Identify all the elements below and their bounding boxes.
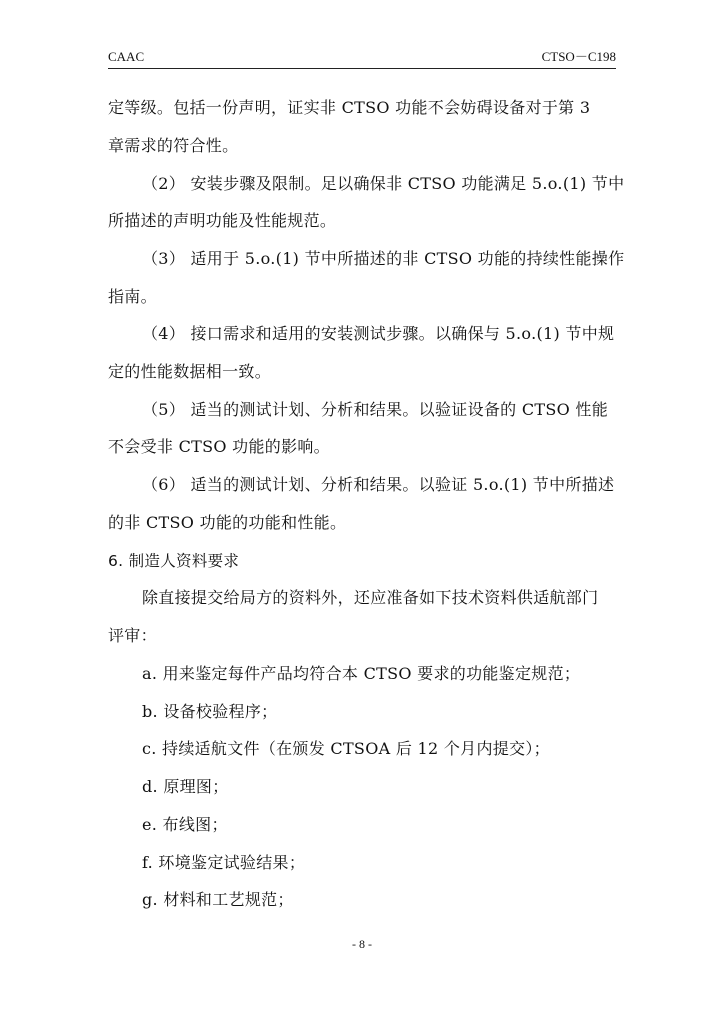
paragraph-line: 指南。 xyxy=(108,287,157,306)
list-item: b. 设备校验程序； xyxy=(142,702,278,721)
header-org: CAAC xyxy=(108,49,145,64)
page-number: - 8 - xyxy=(352,937,372,951)
paragraph-line: （4） 接口需求和适用的安装测试步骤。以确保与 5.o.(1) 节中规 xyxy=(142,324,615,343)
list-item: g. 材料和工艺规范； xyxy=(142,890,294,909)
paragraph-line: （6） 适当的测试计划、分析和结果。以验证 5.o.(1) 节中所描述 xyxy=(142,475,615,494)
paragraph-line: 评审： xyxy=(108,626,157,645)
section-heading: 6. 制造人资料要求 xyxy=(108,552,240,570)
list-item: d. 原理图； xyxy=(142,777,229,796)
header-rule xyxy=(108,68,616,69)
paragraph-line: 定的性能数据相一致。 xyxy=(108,362,272,381)
paragraph-line: 的非 CTSO 功能的功能和性能。 xyxy=(108,513,347,532)
paragraph-line: （3） 适用于 5.o.(1) 节中所描述的非 CTSO 功能的持续性能操作 xyxy=(142,249,625,268)
paragraph-line: 定等级。包括一份声明，证实非 CTSO 功能不会妨碍设备对于第 3 xyxy=(108,98,591,117)
page-header xyxy=(108,48,616,66)
list-item: c. 持续适航文件（在颁发 CTSOA 后 12 个月内提交）； xyxy=(142,739,550,758)
paragraph-line: 章需求的符合性。 xyxy=(108,136,239,155)
list-item: f. 环境鉴定试验结果； xyxy=(142,853,306,872)
paragraph-line: 不会受非 CTSO 功能的影响。 xyxy=(108,437,330,456)
header-doc-number: CTSO－C198 xyxy=(541,49,616,64)
paragraph-line: （2） 安装步骤及限制。足以确保非 CTSO 功能满足 5.o.(1) 节中 xyxy=(142,174,625,193)
paragraph-line: （5） 适当的测试计划、分析和结果。以验证设备的 CTSO 性能 xyxy=(142,400,609,419)
list-item: a. 用来鉴定每件产品均符合本 CTSO 要求的功能鉴定规范； xyxy=(142,664,581,683)
list-item: e. 布线图； xyxy=(142,815,228,834)
paragraph-line: 除直接提交给局方的资料外，还应准备如下技术资料供适航部门 xyxy=(142,588,599,607)
paragraph-line: 所描述的声明功能及性能规范。 xyxy=(108,211,337,230)
